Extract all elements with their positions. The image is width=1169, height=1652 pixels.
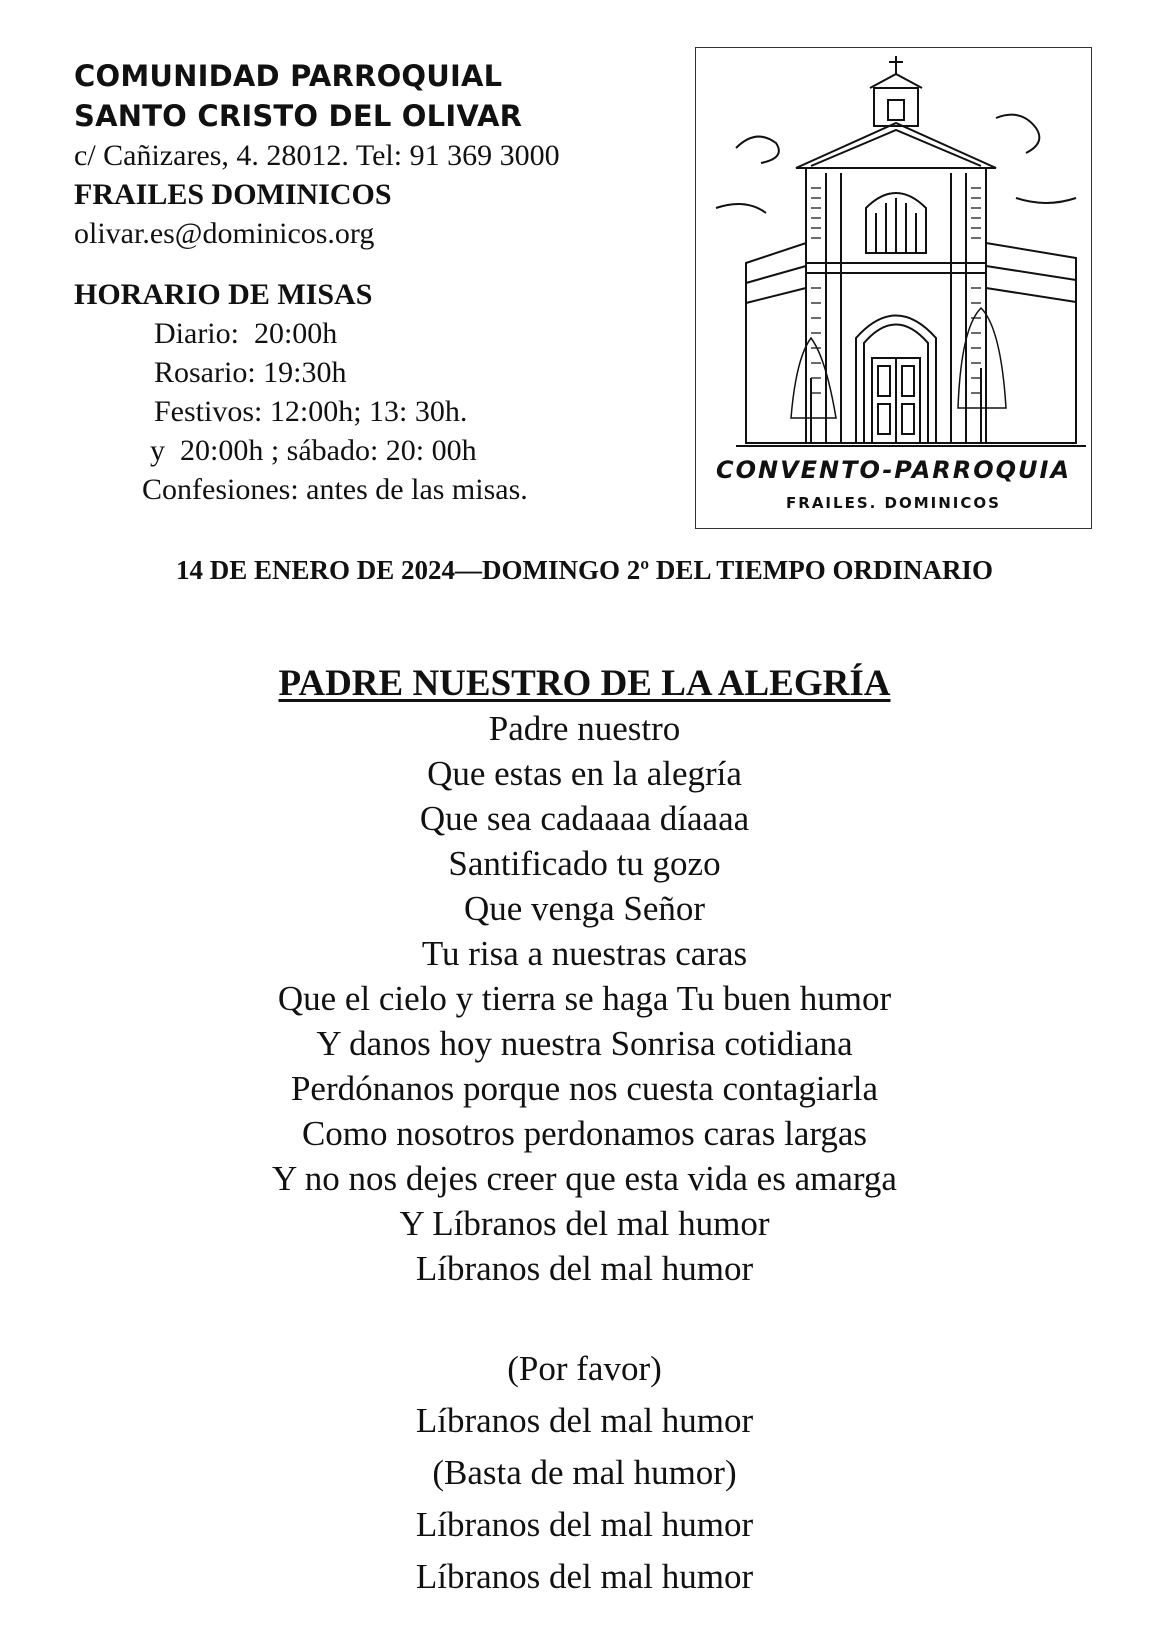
prayer-section (0, 662, 1169, 1603)
prayer-verse: Que estas en la alegría (427, 754, 742, 793)
schedule-line-holidays: Festivos: 12:00h; 13: 30h. (154, 395, 468, 428)
illustration-caption-sub: FRAILES. DOMINICOS (786, 494, 1001, 512)
church-illustration (695, 47, 1092, 529)
prayer-title: PADRE NUESTRO DE LA ALEGRÍA (278, 663, 891, 704)
parish-address: c/ Cañizares, 4. 28012. Tel: 91 369 3000 (74, 139, 560, 172)
prayer-verse: Perdónanos porque nos cuesta contagiarla (290, 1069, 879, 1108)
prayer-coda-line: (Basta de mal humor) (432, 1453, 737, 1492)
prayer-verse: Padre nuestro (488, 709, 681, 748)
church-facade-drawing-icon (696, 48, 1091, 453)
illustration-caption-main: CONVENTO-PARROQUIA (715, 456, 1072, 484)
schedule-line-confessions: Confesiones: antes de las misas. (142, 473, 528, 506)
parish-order: FRAILES DOMINICOS (74, 178, 392, 211)
prayer-coda-line: Líbranos del mal humor (415, 1505, 754, 1544)
prayer-verse: Y danos hoy nuestra Sonrisa cotidiana (316, 1024, 853, 1063)
parish-name-line2: SANTO CRISTO DEL OLIVAR (74, 99, 523, 133)
prayer-verse: Y Líbranos del mal humor (399, 1204, 770, 1243)
parish-email: olivar.es@dominicos.org (74, 217, 375, 250)
prayer-verse: Tu risa a nuestras caras (421, 934, 748, 973)
parish-header (74, 56, 674, 509)
prayer-coda-line: Líbranos del mal humor (415, 1401, 754, 1440)
parish-name-line1: COMUNIDAD PARROQUIAL (74, 59, 503, 93)
prayer-verse: Que sea cadaaaa díaaaa (419, 799, 750, 838)
prayer-verse: Como nosotros perdonamos caras largas (301, 1114, 868, 1153)
prayer-verse: Y no nos dejes creer que esta vida es amarga (272, 1159, 897, 1198)
prayer-verse: Santificado tu gozo (448, 844, 721, 883)
prayer-coda-line: (Por favor) (507, 1349, 662, 1388)
liturgical-date: 14 DE ENERO DE 2024—DOMINGO 2º DEL TIEMPO ORDINARIO (176, 555, 993, 585)
prayer-verse: Que el cielo y tierra se haga Tu buen humor (277, 979, 892, 1018)
prayer-coda-line: Líbranos del mal humor (415, 1557, 754, 1596)
schedule-title: HORARIO DE MISAS (74, 278, 373, 311)
schedule-line-daily: Diario: 20:00h (154, 317, 338, 350)
prayer-verse: Líbranos del mal humor (415, 1249, 754, 1288)
prayer-verse: Que venga Señor (463, 889, 706, 928)
schedule-line-saturday: y 20:00h ; sábado: 20: 00h (150, 434, 477, 467)
schedule-line-rosary: Rosario: 19:30h (154, 356, 347, 389)
stanza-gap (0, 1291, 1169, 1343)
